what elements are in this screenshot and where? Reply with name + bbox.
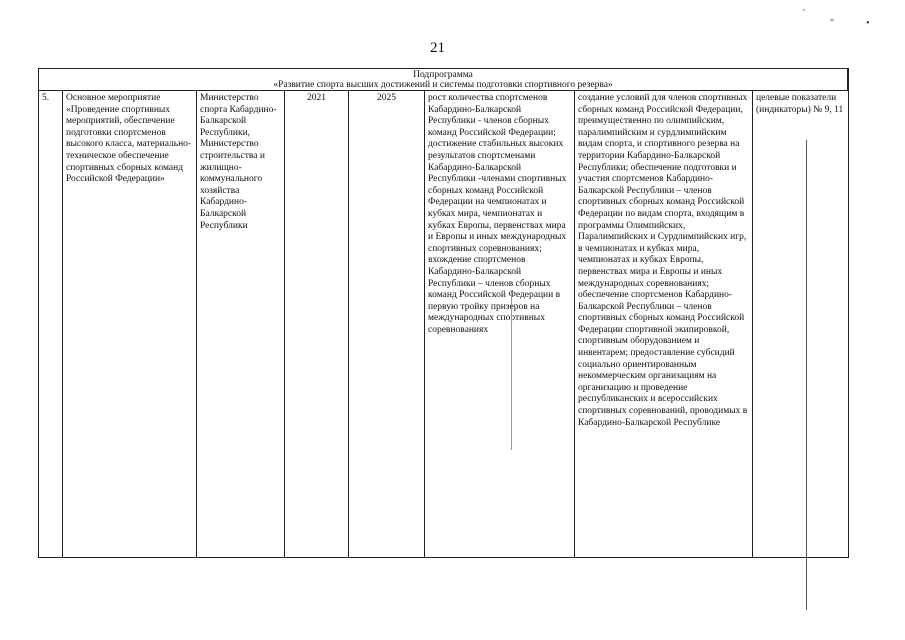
cell-content: создание условий для членов спортивных сборных команд Российской Федерации, преимущественно по олимпийским, паралимпийским и сурдлимпийским видам спорта, и спортивного резерва на территории Кабардино-Балкарской Республики; обеспечение подготовки и участия спортсменов Кабардино-Балкарской Республики – членов спортивных сборных команд Российской Федерации по видам спорта, входящим в программы Олимпийских, Паралимпийских и Сурдлимпийских игр, в чемпионатах и кубках мира, чемпионатах и кубках Европы, первенствах мира и Европы и иных международных соревнованиях; обеспечение спортсменов Кабардино-Балкарской Республики – членов спортивных сборных команд Российской Федерации спортивной экипировкой, спортивным оборудованием и инвентарем; предоставление субсидий социально ориентированным некоммерческим организациям на организацию и проведение республиканских и всероссийских спортивных соревнований, проводимых в Кабардино-Балкарской Республике: [574, 91, 752, 558]
scan-mark: •: [866, 18, 870, 29]
table-right-border: [848, 68, 849, 558]
cell-row-number: 5.: [38, 91, 62, 558]
page-number: 21: [430, 40, 445, 56]
scan-line: [806, 140, 807, 610]
scan-mark: ": [830, 18, 835, 29]
subprogram-title: «Развитие спорта высших достижений и системы подготовки спортивного резерва»: [273, 80, 613, 90]
cell-start-year: 2021: [284, 91, 348, 558]
scan-mark: ': [803, 8, 805, 19]
cell-event: Основное мероприятие «Проведение спортивных мероприятий, обеспечение подготовки спортсменов высокого класса, материально-техническое обеспечение спортивных сборных команд Российской Федерации»: [62, 91, 196, 558]
program-table: [38, 68, 848, 558]
cell-results: рост количества спортсменов Кабардино-Балкарской Республики - членов сборных команд Российской Федерации; достижение стабильных высоких результатов спортсменами Кабардино-Балкарской Республики -членами спортивных сборных команд Российской Федерации на чемпионатах и кубках мира, чемпионатах и кубках Европы, первенствах мира и Европы и иных международных спортивных соревнованиях; вхождение спортсменов Кабардино-Балкарской Республики – членов сборных команд Российской Федерации в первую тройку призеров на международных спортивных соревнованиях: [424, 91, 574, 558]
subprogram-label: Подпрограмма: [413, 70, 473, 80]
scan-line: [511, 290, 512, 450]
cell-executor: Министерство спорта Кабардино-Балкарской Республики, Министерство строительства и жилищно-коммунального хозяйства Кабардино-Балкарской Республики: [196, 91, 284, 558]
cell-end-year: 2025: [348, 91, 424, 558]
cell-indicators: целевые показатели (индикаторы) № 9, 11: [752, 91, 848, 558]
table-bottom-border: [38, 557, 848, 558]
subprogram-header: [38, 68, 848, 91]
